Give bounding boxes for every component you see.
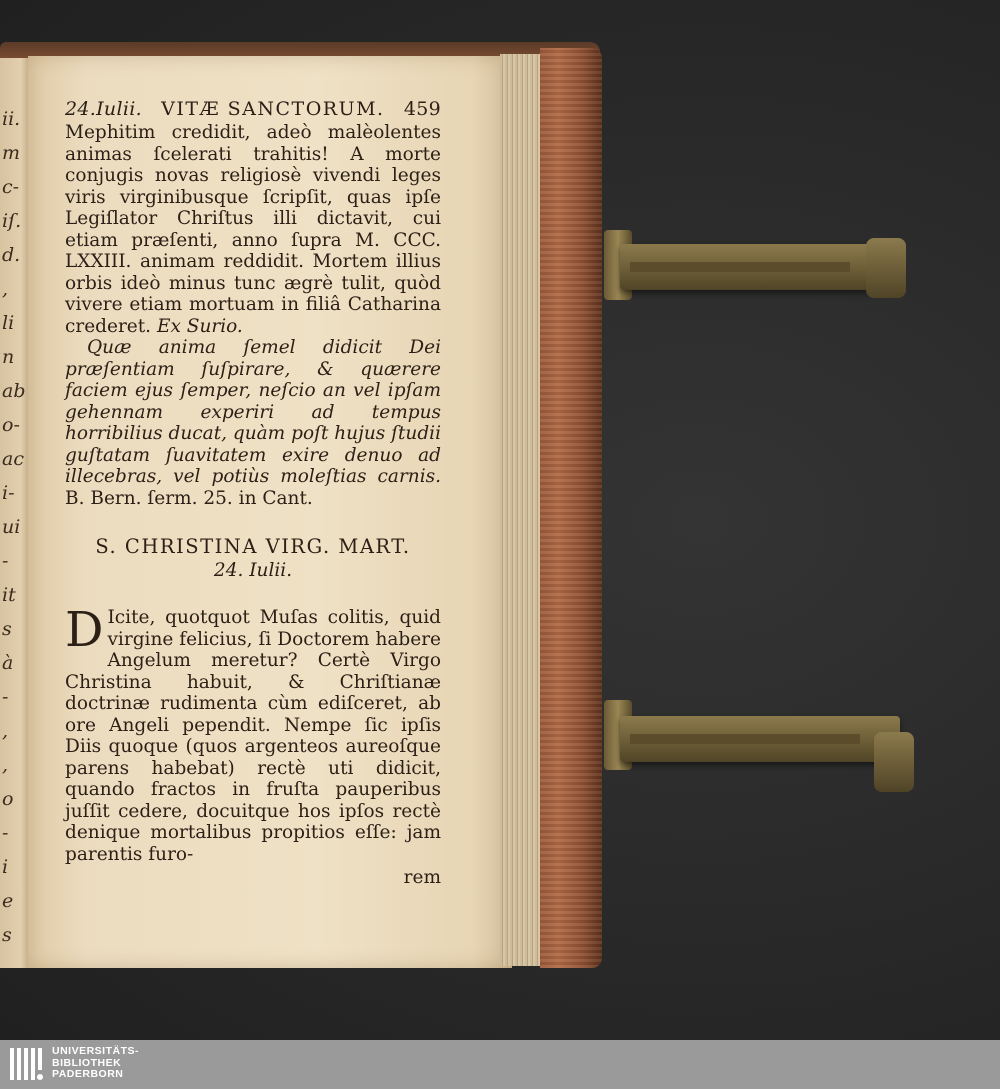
library-name-line-3: PADERBORN: [52, 1068, 124, 1080]
left-page-fragment: e: [2, 890, 14, 912]
left-page-fragment: c-: [2, 176, 20, 198]
left-page-fragment: ,: [2, 754, 9, 776]
library-name-line-1: UNIVERSITÄTS-: [52, 1045, 140, 1057]
running-title: VITÆ SANCTORUM.: [161, 98, 385, 120]
paragraph-1-reference: Ex Surio.: [156, 315, 243, 337]
left-page-fragment: ii.: [2, 108, 21, 130]
left-page-fragment: it: [2, 584, 16, 606]
left-page-fragment: s: [2, 924, 12, 946]
left-page-fragment: ab: [2, 380, 26, 402]
left-page-edge: [0, 58, 31, 968]
left-page-fragment: ui: [2, 516, 21, 538]
left-page-fragment: -: [2, 686, 9, 708]
left-page-fragment: i-: [2, 482, 15, 504]
library-name: [52, 1046, 139, 1081]
drop-cap: D: [65, 602, 104, 658]
left-page-fragment: iſ.: [2, 210, 22, 232]
page-number: 459: [403, 98, 441, 120]
left-page-fragment: -: [2, 822, 9, 844]
left-page-fragment: s: [2, 618, 12, 640]
left-page-fragment: d.: [2, 244, 21, 266]
left-page-fragment: ,: [2, 720, 9, 742]
upper-clasp: [620, 244, 890, 290]
paragraph-1-text: Mephitim credidit, adeò malèolentes animas ſcelerati trahitis! A morte conjugis novas religiosè vivendi leges viris virginibusque ſcripſit, quas ipſe Legiſlator Chriſtus illi dictavit, cui etiam præſenti, anno ſupra M. CCC. LXXIII. animam reddidit. Mortem illius orbis ideò minus tunc ægrè tulit, quòd vivere etiam mortuam in filiâ Catharina crederet.: [65, 122, 441, 337]
left-page-fragment: o: [2, 788, 14, 810]
section-title: S. CHRISTINA VIRG. MART.: [95, 535, 411, 558]
section-date-text: 24. Iulii.: [213, 560, 293, 581]
left-page-fragment: à: [2, 652, 14, 674]
lower-clasp: [620, 716, 900, 762]
left-page-fragment: i: [2, 856, 9, 878]
paragraph-1: [65, 122, 441, 337]
catchword: rem: [403, 867, 441, 888]
christina-text: Icite, quotquot Muſas colitis, quid virgine felicius, ſi Doctorem habere Angelum meretur? Certè Virgo Christina habuit, & Chriſtianæ doctrinæ rudimenta cùm ediſceret, ab ore Angeli pependit. Nempe ſic ipſis Diis quoque (quos argenteos aureoſque parens habebat) rectè uti didicit, quando fractos in fruſta pauperibus juſſit cedere, docuitque hos ipſos rectè denique mortalibus propitios eſſe: jam parentis furo-: [65, 607, 441, 865]
left-page-fragment: ac: [2, 448, 24, 470]
left-page-fragment: li: [2, 312, 15, 334]
library-logo-icon: [8, 1044, 48, 1084]
book-fore-edge: [540, 48, 602, 968]
section-date: [65, 560, 441, 581]
page-text-block: [65, 98, 441, 888]
christina-paragraph: [65, 602, 441, 865]
left-page-fragment: -: [2, 550, 9, 572]
running-header: [65, 98, 441, 120]
upper-clasp-end: [866, 238, 906, 298]
quote-text: Quæ anima ſemel didicit Dei præſentiam ſuſpirare, & quærere faciem ejus ſemper, neſcio an vel ipſam gehennam experiri ad tempus horribilius ducat, quàm poſt hujus ſtudii guſtatam ſuavitatem exire denuo ad illecebras, vel potiùs moleſtias carnis.: [65, 337, 441, 487]
bernard-quote: [65, 337, 441, 509]
quote-reference: B. Bern. ſerm. 25. in Cant.: [65, 487, 313, 509]
header-date: 24.Iulii.: [65, 98, 142, 120]
left-page-fragment: m: [2, 142, 21, 164]
left-page-fragment: n: [2, 346, 15, 368]
library-name-line-2: BIBLIOTHEK: [52, 1056, 122, 1069]
lower-clasp-end: [874, 732, 914, 792]
library-footer: [0, 1040, 1000, 1089]
left-page-fragment: ,: [2, 278, 9, 300]
left-page-fragment: o-: [2, 414, 20, 436]
